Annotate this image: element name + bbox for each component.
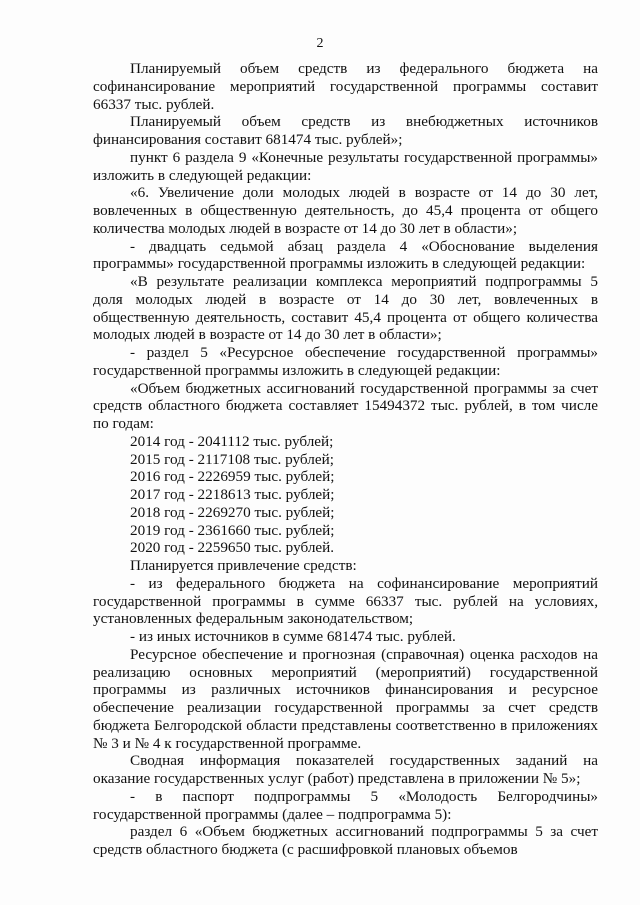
paragraph	[93, 646, 598, 753]
year-budget-line: 2019 год - 2361660 тыс. рублей;	[130, 521, 335, 539]
year-budget-line: 2018 год - 2269270 тыс. рублей;	[130, 503, 335, 521]
text-line: - из иных источников в сумме 681474 тыс. рублей.	[130, 628, 456, 645]
text-line: софинансирование мероприятий государственной программы составит	[93, 77, 598, 95]
year-budget-line: 2017 год - 2218613 тыс. рублей;	[130, 486, 335, 503]
paragraphs-block-2	[93, 557, 598, 859]
text-line: средств областного бюджета составляет 15494372 тыс. рублей, в том числе	[93, 397, 598, 415]
paragraph	[93, 557, 598, 575]
text-line: доля молодых людей в возрасте от 14 до 30 лет, вовлеченных в	[93, 290, 598, 308]
text-line: - из федерального бюджета на софинансирование мероприятий	[130, 574, 598, 592]
paragraph	[93, 380, 598, 433]
text-line: «В результате реализации комплекса мероприятий подпрограммы 5	[130, 273, 598, 290]
text-line: изложить в следующей редакции:	[93, 166, 312, 184]
paragraph	[93, 238, 598, 274]
text-line: Планируемый объем средств из федерального бюджета на	[130, 60, 598, 77]
document-body	[93, 60, 598, 859]
text-line: раздел 6 «Объем бюджетных ассигнований подпрограммы 5 за счет	[130, 823, 598, 841]
text-line: «6. Увеличение доли молодых людей в возрасте от 14 до 30 лет,	[130, 184, 598, 202]
text-line: реализацию основных мероприятий (мероприятий) государственной	[93, 663, 598, 681]
paragraph	[93, 149, 598, 185]
text-line: государственной программы (далее – подпрограмма 5):	[93, 805, 452, 823]
text-line: средств областного бюджета (с расшифровкой плановых объемов	[93, 841, 518, 858]
text-line: Планируется привлечение средств:	[130, 557, 357, 574]
text-line: Планируемый объем средств из внебюджетных источников	[130, 113, 598, 131]
text-line: Сводная информация показателей государственных заданий на	[130, 752, 598, 770]
text-line: - раздел 5 «Ресурсное обеспечение государственной программы»	[130, 344, 598, 361]
paragraph	[93, 628, 598, 646]
paragraph	[93, 184, 598, 237]
paragraphs-block-1	[93, 60, 598, 433]
text-line: молодых людей в возрасте от 14 до 30 лет в области»;	[93, 326, 442, 344]
year-budget-line: 2014 год - 2041112 тыс. рублей;	[130, 432, 334, 450]
text-line: - двадцать седьмой абзац раздела 4 «Обоснование выделения	[130, 237, 598, 255]
paragraph	[93, 344, 598, 380]
text-line: 66337 тыс. рублей.	[93, 95, 215, 113]
year-budget-line: 2020 год - 2259650 тыс. рублей.	[130, 539, 335, 557]
text-line: «Объем бюджетных ассигнований государственной программы за счет	[130, 379, 598, 397]
text-line: установленных федеральным законодательством;	[93, 610, 414, 628]
page-number: 2	[316, 36, 324, 51]
paragraph	[93, 788, 598, 824]
text-line: обеспечение реализации государственной программы за счет средств	[93, 699, 598, 716]
text-line: № 3 и № 4 к государственной программе.	[93, 734, 362, 752]
text-line: программы» государственной программы изложить в следующей редакции:	[93, 255, 586, 273]
text-line: общественную деятельность, составит 45,4 процента от общего количества	[93, 308, 598, 326]
paragraph	[93, 823, 598, 859]
text-line: - в паспорт подпрограммы 5 «Молодость Белгородчины»	[130, 787, 598, 805]
text-line: вовлеченных в общественную деятельность, до 45,4 процента от общего	[93, 202, 598, 219]
paragraph	[93, 575, 598, 628]
paragraph	[93, 60, 598, 113]
text-line: оказание государственных услуг (работ) представлена в приложении № 5»;	[93, 770, 581, 787]
text-line: бюджета Белгородской области представлены соответственно в приложениях	[93, 716, 598, 734]
year-budget-line: 2015 год - 2117108 тыс. рублей;	[130, 450, 334, 468]
text-line: финансирования составит 681474 тыс. рублей»;	[93, 131, 403, 148]
text-line: государственной программы изложить в следующей редакции:	[93, 361, 501, 379]
text-line: пункт 6 раздела 9 «Конечные результаты государственной программы»	[130, 148, 598, 166]
yearly-budget-list	[93, 433, 598, 557]
text-line: количества молодых людей в возрасте от 14 до 30 лет в области»;	[93, 219, 518, 237]
text-line: программы из различных источников финансирования и ресурсное	[93, 681, 598, 699]
paragraph	[93, 752, 598, 788]
year-budget-line: 2016 год - 2226959 тыс. рублей;	[130, 468, 335, 486]
text-line: по годам:	[93, 415, 154, 432]
paragraph	[93, 113, 598, 149]
text-line: Ресурсное обеспечение и прогнозная (справочная) оценка расходов на	[130, 645, 598, 663]
paragraph	[93, 273, 598, 344]
text-line: государственной программы в сумме 66337 тыс. рублей на условиях,	[93, 592, 598, 610]
